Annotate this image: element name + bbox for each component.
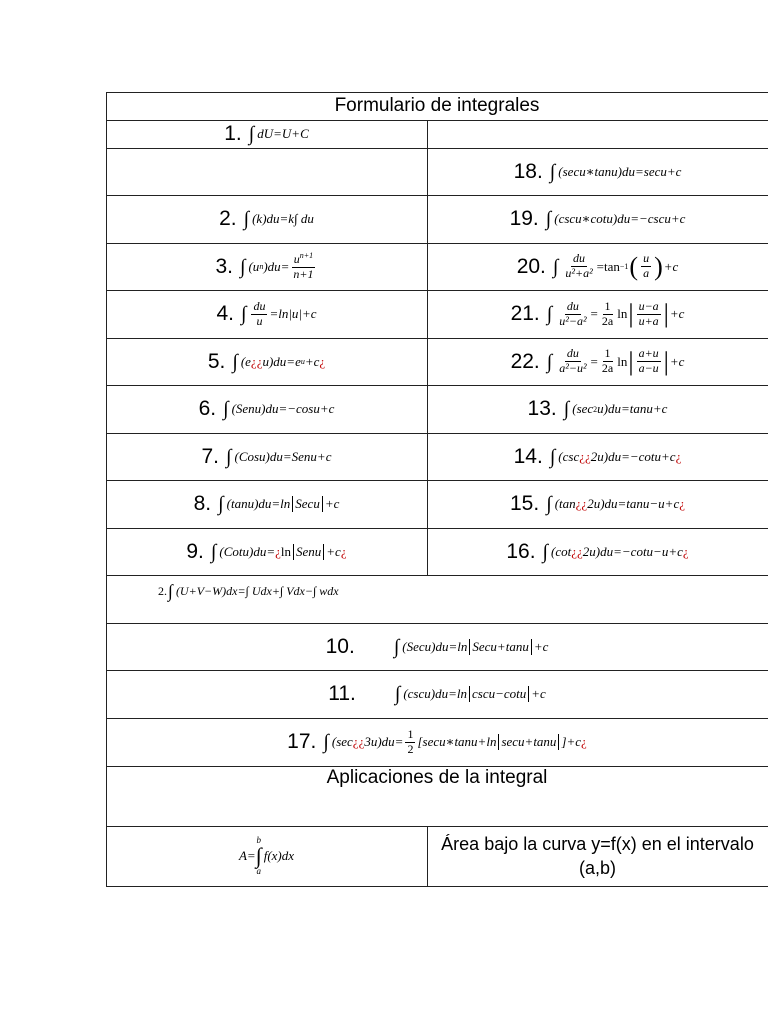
formula-14: 14. ∫ (csc ¿¿ 2u)du=−cotu+c ¿ (513, 444, 682, 468)
garbled-char: ¿¿ (352, 734, 365, 749)
grid-line (106, 575, 768, 576)
formula-number: 2. (219, 207, 237, 230)
formula-3: 3. ∫ (u n )du= $\frac{u^{n+1}}{n+1}$ (215, 251, 314, 281)
formula-number: 1. (224, 122, 242, 145)
fraction (563, 252, 594, 281)
fraction-denominator: u²−a² (559, 313, 587, 328)
formula-exponent: u (300, 357, 305, 366)
formula-part: =tan (596, 258, 620, 274)
formula-part: (tan (554, 496, 576, 511)
formula-part: u)du=e (262, 353, 301, 369)
formula-part: +c (533, 638, 549, 654)
fraction-numerator: du (566, 346, 579, 361)
formula-19: 19. ∫ (cscu∗cotu)du=−cscu+c (509, 207, 686, 230)
formula-number: 3. (215, 254, 233, 278)
formula-10: 10. ∫ (Secu)du=ln Secu+tanu +c (325, 634, 549, 658)
formula-part: +c (326, 543, 341, 559)
area-text: Área bajo la curva y=f(x) en el intervalo (a,b) (441, 833, 754, 878)
formula-part: (Cotu)du= (219, 543, 276, 559)
fraction-numerator: 1 (604, 346, 611, 361)
formula-part: (csc (558, 448, 580, 464)
formula-number: 4. (216, 302, 234, 325)
formula-part: (sec (331, 734, 353, 749)
formula-part: ln (617, 353, 628, 369)
formula-part: +c (304, 353, 320, 369)
formula-5: 5. ∫ (e ¿¿ u)du=e u +c ¿ (207, 349, 326, 373)
area-formula (106, 826, 427, 886)
formula-expression: (Senu)du=−cosu+c (231, 401, 335, 416)
formula-number: 21. (510, 302, 540, 325)
formula-expression: (cscu∗cotu)du=−cscu+c (554, 211, 686, 226)
formula-part: =ln|u|+c (269, 306, 317, 321)
formula-number: 17. (287, 730, 317, 753)
formula-part: +c (669, 353, 685, 369)
garbled-char: ¿ (275, 543, 281, 559)
formula-6: 6. ∫ (Senu)du=−cosu+c (198, 397, 335, 420)
garbled-char: ¿ (675, 448, 682, 464)
formula-part: ]+c (561, 734, 582, 749)
formula-part: ln (617, 306, 628, 321)
formula-18: 18. ∫ (secu∗tanu)du=secu+c (513, 159, 682, 183)
fraction-denominator: 2 (407, 741, 414, 756)
formula-number: 14. (513, 444, 543, 468)
formula-part: +c (669, 306, 685, 321)
formula-part: +c (324, 496, 340, 511)
formula-11: 11. ∫ (cscu)du=ln cscu−cotu +c (328, 682, 546, 705)
definite-integral: b ∫ a (255, 835, 262, 876)
absolute-value: Secu (292, 496, 323, 512)
formula-number: 2. (158, 583, 167, 598)
formula-2: 2. ∫ (k)du=k∫ du (219, 207, 314, 230)
fraction (291, 251, 315, 282)
formula-13: 13. ∫ (sec 2 u)du=tanu+c (527, 397, 668, 420)
formula-number: 9. (186, 539, 204, 563)
formula-part: )du= (263, 258, 290, 274)
formula-17: 17. ∫ (sec ¿¿ 3u)du= $\frac{1}{2}$ [secu∗tanu+ln secu+tanu ]+c ¿ (287, 726, 587, 756)
formula-sum: 2. ∫ (U+V−W)dx=∫ Udx+∫ Vdx−∫ wdx (158, 581, 339, 601)
formula-7: 7. ∫ (Cosu)du=Senu+c (201, 444, 332, 468)
formula-number: 20. (516, 254, 546, 278)
formula-number: 22. (510, 349, 540, 373)
garbled-char: ¿ (682, 543, 689, 559)
formula-part: 3u)du= (364, 734, 404, 749)
fraction-denominator: u (256, 313, 263, 328)
formula-table (106, 92, 768, 887)
formula-15: 15. ∫ (tan ¿¿ 2u)du=tanu−u+c ¿ (510, 492, 685, 515)
fraction-denominator: a−u (638, 361, 659, 375)
formula-part: u)du=tanu+c (597, 401, 668, 416)
formula-number: 19. (509, 207, 539, 230)
absolute-value: cscu−cotu (469, 686, 529, 702)
absolute-value: Senu (293, 544, 324, 560)
formula-expression: (secu∗tanu)du=secu+c (558, 163, 682, 179)
fraction-numerator: u (293, 252, 300, 267)
fraction-numerator: 1 (407, 726, 414, 741)
formula-part: A= (238, 848, 256, 863)
formula-expression: dU=U+C (257, 126, 309, 141)
garbled-char: ¿ (319, 353, 326, 369)
formula-16: 16. ∫ (cot ¿¿ 2u)du=−cotu−u+c ¿ (506, 539, 689, 563)
fraction (637, 347, 661, 376)
formula-number: 8. (193, 492, 212, 515)
formula-1: 1. ∫ dU=U+C (224, 122, 309, 145)
absolute-value: Secu+tanu (469, 639, 531, 655)
fraction (405, 728, 415, 757)
lower-limit: a (256, 866, 261, 876)
upper-limit: b (256, 835, 261, 845)
formula-8: 8. ∫ (tanu)du=ln Secu +c (193, 492, 340, 515)
fraction-numerator: du (253, 298, 266, 313)
formula-part: ln (280, 543, 291, 559)
formula-part: f(x)dx (263, 848, 295, 863)
fraction-numerator: u−a (638, 298, 659, 313)
formula-part: +c (663, 258, 679, 274)
formula-number: 11. (328, 682, 356, 705)
formula-expression: (k)du=k∫ du (252, 211, 314, 226)
formula-4: 4. ∫ $\frac{du}{u}$ =ln|u|+c (216, 298, 317, 328)
grid-line (106, 886, 768, 887)
garbled-char: ¿ (581, 734, 587, 749)
fraction (637, 300, 661, 329)
fraction (557, 300, 588, 329)
garbled-char: ¿¿ (579, 448, 591, 464)
formula-number: 10. (325, 634, 355, 658)
formula-part: [secu∗tanu+ln (417, 734, 497, 749)
formula-exponent: 2 (593, 404, 598, 414)
formula-part: (e (240, 353, 251, 369)
formula-part: 2u)du=−cotu−u+c (582, 543, 683, 559)
formula-part: (u (248, 258, 260, 274)
formula-expression: (Cosu)du=Senu+c (234, 448, 332, 464)
fraction-denominator: u²+a² (565, 266, 593, 280)
formula-21: 21. ∫ $\frac{du}{\text{u²−a²}}$ = $\frac{1}{2a}$ ln | $\frac{u-a}{u+a}$ | +c (510, 298, 685, 328)
fraction (557, 347, 588, 376)
formula-number: 18. (513, 159, 543, 183)
fraction-denominator: a²−u² (559, 361, 587, 375)
garbled-char: ¿¿ (250, 353, 263, 369)
formula-part: (cscu)du=ln (403, 686, 467, 701)
formula-part: 2u)du=tanu−u+c (587, 496, 680, 511)
garbled-char: ¿ (340, 543, 347, 559)
absolute-value: secu+tanu (498, 734, 559, 750)
fraction-numerator: a+u (638, 346, 659, 361)
page-title: Formulario de integrales (334, 95, 540, 116)
formula-22: 22. ∫ $\frac{du}{\text{a²−u²}}$ = $\frac{1}{2a}$ ln | $\frac{a+u}{a-u}$ | +c (510, 346, 685, 376)
formula-part: +c (531, 686, 546, 701)
formula-part: (tanu)du=ln (226, 496, 291, 511)
formula-20: 20. ∫ $\frac{du}{\text{u²+a²}}$ =tan −1 ( $\frac{u}{a}$ ) +c (516, 251, 679, 281)
fraction (600, 347, 615, 376)
formula-exponent: n+1 (299, 251, 314, 261)
fraction-denominator: 2a (601, 313, 614, 328)
formula-number: 6. (198, 397, 217, 420)
fraction-numerator: 1 (604, 298, 611, 313)
formula-part: 2u)du=−cotu+c (590, 448, 676, 464)
garbled-char: ¿¿ (575, 496, 588, 511)
fraction (251, 300, 267, 329)
garbled-char: ¿¿ (571, 543, 583, 559)
formula-exponent: n (259, 262, 264, 271)
formula-part: (sec (572, 401, 594, 416)
formula-part: (Secu)du=ln (402, 638, 468, 654)
fraction-denominator: u+a (638, 313, 659, 328)
fraction-numerator: du (573, 251, 586, 266)
fraction-denominator: a (643, 266, 650, 280)
fraction (641, 252, 651, 281)
formula-number: 7. (201, 444, 220, 468)
fraction-denominator: n+1 (293, 267, 314, 281)
fraction (600, 300, 615, 329)
garbled-char: ¿ (679, 496, 685, 511)
formula-9: 9. ∫ (Cotu)du= ¿ ln Senu +c ¿ (186, 539, 347, 563)
formula-part: (cot (551, 543, 572, 559)
fraction-numerator: du (566, 298, 579, 313)
formula-expression: (U+V−W)dx=∫ Udx+∫ Vdx−∫ wdx (175, 583, 339, 598)
fraction-denominator: 2a (601, 361, 614, 375)
applications-heading: Aplicaciones de la integral (326, 767, 548, 788)
formula-exponent: −1 (619, 262, 629, 271)
fraction-numerator: u (643, 251, 650, 266)
formula-number: 15. (510, 492, 540, 515)
formula-number: 16. (506, 539, 536, 563)
formula-number: 5. (207, 349, 226, 373)
area-description (427, 826, 768, 886)
formula-number: 13. (527, 397, 557, 420)
